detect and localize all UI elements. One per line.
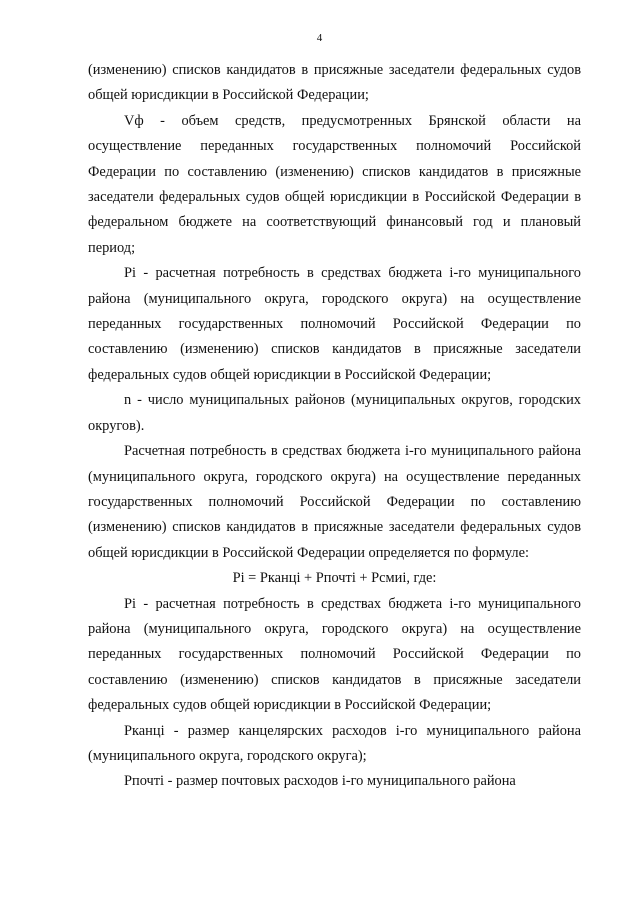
paragraph: Vф - объем средств, предусмотренных Брянской области на осуществление переданных государственных полномочий Российской Федерации по составлению (изменению) списков кандидатов в присяжные заседатели федеральных судов общей юрисдикции в Российской Федерации в федеральном бюджете на соответствующий финансовый год и плановый период; bbox=[88, 112, 581, 256]
paragraph: n - число муниципальных районов (муниципальных округов, городских округов). bbox=[88, 392, 581, 434]
paragraph: Pi - расчетная потребность в средствах бюджета i-го муниципального района (муниципального округа, городского округа) на осуществление переданных государственных полномочий Российской Федерации по составлению (изменению) списков кандидатов в присяжные заседатели федеральных судов общей юрисдикции в Российской Федерации; bbox=[88, 595, 581, 714]
formula: Pi = Рканцi + Pпочтi + Рсмиi, где: bbox=[232, 570, 437, 587]
paragraph: Рканцi - размер канцелярских расходов i-го муниципального района (муниципального округа, городского округа); bbox=[88, 722, 581, 764]
page-number: 4 bbox=[316, 32, 323, 44]
document-body bbox=[88, 58, 581, 795]
paragraph: (изменению) списков кандидатов в присяжные заседатели федеральных судов общей юрисдикции в Российской Федерации; bbox=[88, 62, 581, 104]
paragraph: Pi - расчетная потребность в средствах бюджета i-го муниципального района (муниципального округа, городского округа) на осуществление переданных государственных полномочий Российской Федерации по составлению (изменению) списков кандидатов в присяжные заседатели федеральных судов общей юрисдикции в Российской Федерации; bbox=[88, 265, 581, 383]
paragraph: Расчетная потребность в средствах бюджета i-го муниципального района (муниципального округа, городского округа) на осуществление переданных государственных полномочий Российской Федерации по составлению (изменению) списков кандидатов в присяжные заседатели федеральных судов общей юрисдикции в Российской Федерации определяется по формуле: bbox=[88, 443, 581, 561]
paragraph: Рпочтi - размер почтовых расходов i-го муниципального района bbox=[124, 773, 516, 790]
